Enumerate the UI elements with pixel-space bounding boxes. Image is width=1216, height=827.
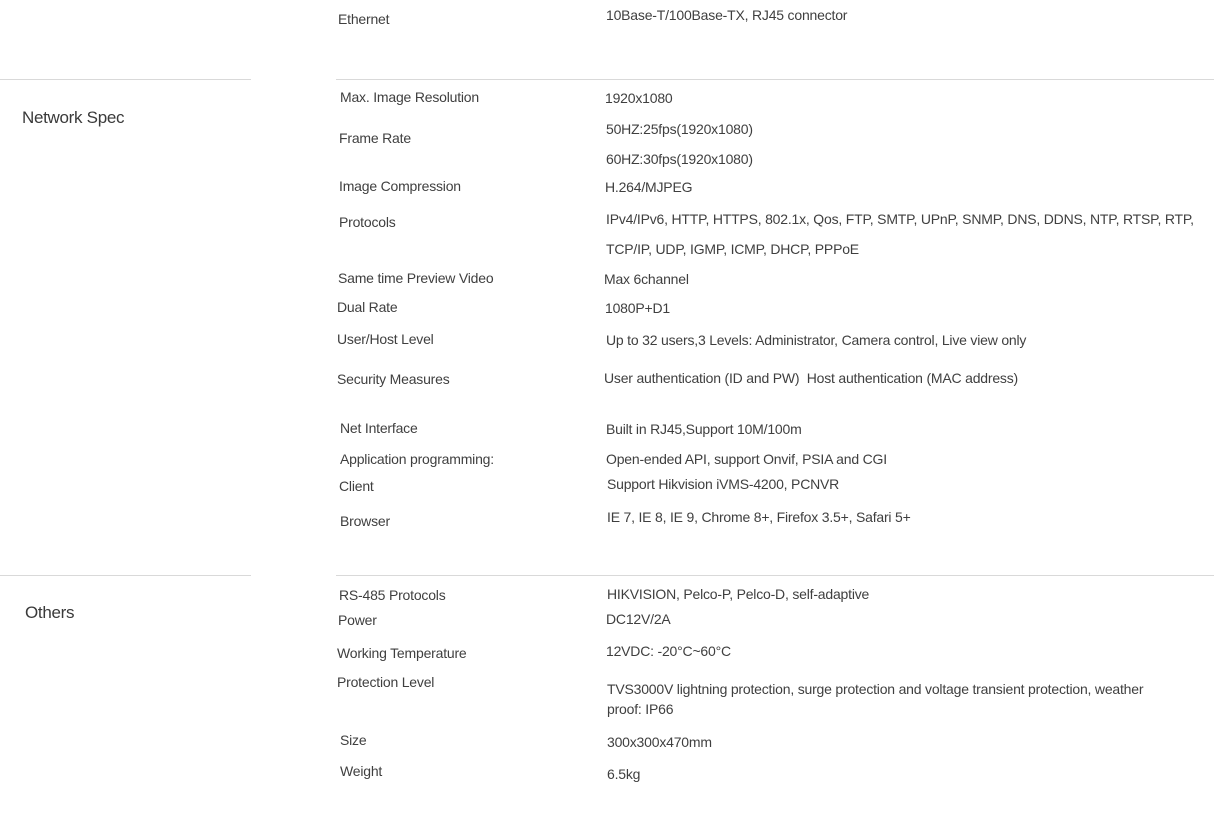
spec-value: Support Hikvision iVMS-4200, PCNVR [607,476,840,492]
spec-value: 60HZ:30fps(1920x1080) [606,151,753,167]
section-divider-right [336,79,1214,80]
spec-value: 1920x1080 [605,90,673,106]
spec-value: Max 6channel [604,271,689,287]
spec-label: Frame Rate [339,130,411,146]
spec-value: 12VDC: -20°C~60°C [606,643,731,659]
spec-label: Net Interface [340,420,418,436]
spec-label: Image Compression [339,178,461,194]
spec-value: Built in RJ45,Support 10M/100m [606,421,802,437]
spec-value: H.264/MJPEG [605,179,693,195]
spec-label: Security Measures [337,371,450,387]
spec-value: HIKVISION, Pelco-P, Pelco-D, self-adaptive [607,586,870,602]
spec-label: Working Temperature [337,645,467,661]
spec-value: User authentication (ID and PW) Host authentication (MAC address) [604,370,1018,386]
spec-label: Size [340,732,367,748]
spec-label: Max. Image Resolution [340,89,479,105]
spec-value: 300x300x470mm [607,734,712,750]
spec-value: IE 7, IE 8, IE 9, Chrome 8+, Firefox 3.5+, Safari 5+ [607,509,911,525]
spec-value: Up to 32 users,3 Levels: Administrator, Camera control, Live view only [606,332,1027,348]
section-divider-right [336,575,1214,576]
others-title: Others [25,603,75,622]
spec-value: DC12V/2A [606,611,671,627]
spec-label: Dual Rate [337,299,398,315]
spec-label: Weight [340,763,383,779]
spec-value: IPv4/IPv6, HTTP, HTTPS, 802.1x, Qos, FTP, SMTP, UPnP, SNMP, DNS, DDNS, NTP, RTSP, RTP, [606,211,1194,227]
spec-label: User/Host Level [337,331,434,347]
spec-label: Browser [340,513,390,529]
spec-label: Application programming: [340,451,494,467]
spec-label: RS-485 Protocols [339,587,446,603]
section-divider-left [0,575,251,576]
spec-label: Client [339,478,374,494]
spec-label: Power [338,612,377,628]
spec-label: Protection Level [337,674,435,690]
spec-value: TCP/IP, UDP, IGMP, ICMP, DHCP, PPPoE [606,241,859,257]
spec-label: Same time Preview Video [338,270,494,286]
spec-label: Protocols [339,214,396,230]
network-spec-title: Network Spec [22,108,125,127]
spec-value: 1080P+D1 [605,300,670,316]
spec-value: Open-ended API, support Onvif, PSIA and CGI [606,451,887,467]
ethernet-label: Ethernet [338,11,390,27]
spec-value: TVS3000V lightning protection, surge protection and voltage transient protection, weather proof: IP66 [607,681,1144,717]
spec-value: 50HZ:25fps(1920x1080) [606,121,753,137]
section-divider-left [0,79,251,80]
ethernet-value: 10Base-T/100Base-TX, RJ45 connector [606,7,848,23]
spec-value: 6.5kg [607,766,641,782]
